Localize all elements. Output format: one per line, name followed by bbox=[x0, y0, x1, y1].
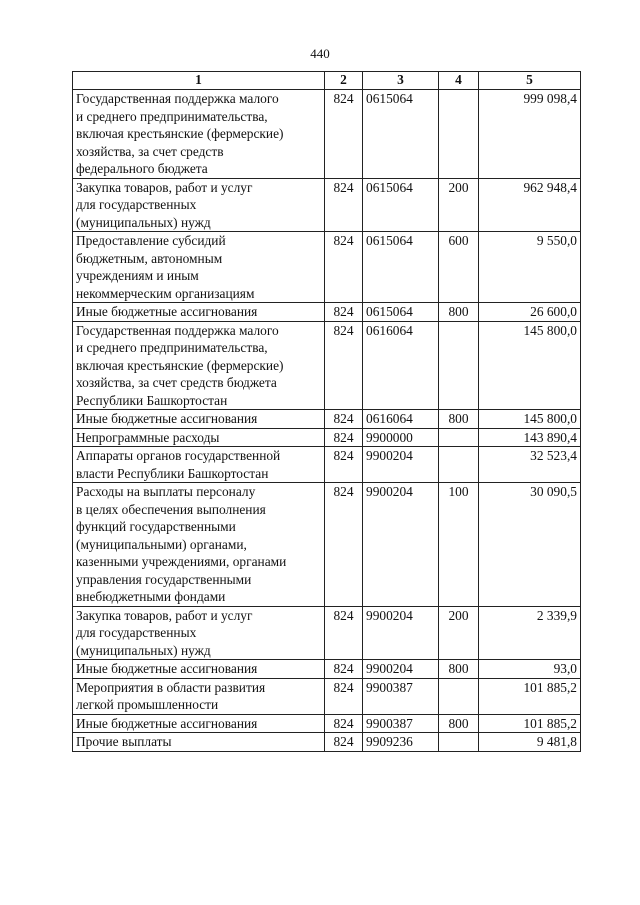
row-ministry-cell: 824 bbox=[325, 606, 363, 660]
row-code-cell: 9909236 bbox=[363, 733, 439, 752]
header-col-5: 5 bbox=[479, 72, 581, 90]
row-code-cell: 0616064 bbox=[363, 410, 439, 429]
row-amount-cell: 101 885,2 bbox=[479, 678, 581, 714]
table-row bbox=[73, 410, 581, 429]
row-type-cell bbox=[439, 90, 479, 179]
header-col-1: 1 bbox=[73, 72, 325, 90]
table-body bbox=[73, 90, 581, 752]
table-row bbox=[73, 733, 581, 752]
row-type-cell bbox=[439, 678, 479, 714]
row-amount-cell: 30 090,5 bbox=[479, 483, 581, 607]
table-row bbox=[73, 606, 581, 660]
table-row bbox=[73, 232, 581, 303]
row-type-cell: 800 bbox=[439, 714, 479, 733]
row-type-cell: 100 bbox=[439, 483, 479, 607]
row-name-cell: Иные бюджетные ассигнования bbox=[73, 303, 325, 322]
row-name-cell: Иные бюджетные ассигнования bbox=[73, 714, 325, 733]
page-number: 440 bbox=[310, 46, 330, 61]
row-name-cell: Прочие выплаты bbox=[73, 733, 325, 752]
table-row bbox=[73, 90, 581, 179]
row-code-cell: 9900204 bbox=[363, 660, 439, 679]
row-name-cell: Иные бюджетные ассигнования bbox=[73, 410, 325, 429]
row-ministry-cell: 824 bbox=[325, 678, 363, 714]
row-name-cell: Закупка товаров, работ и услуг для государственных (муниципальных) нужд bbox=[73, 606, 325, 660]
table-header-row bbox=[73, 72, 581, 90]
row-ministry-cell: 824 bbox=[325, 410, 363, 429]
header-col-4: 4 bbox=[439, 72, 479, 90]
row-code-cell: 9900204 bbox=[363, 483, 439, 607]
row-code-cell: 0615064 bbox=[363, 90, 439, 179]
row-type-cell: 600 bbox=[439, 232, 479, 303]
row-ministry-cell: 824 bbox=[325, 232, 363, 303]
row-ministry-cell: 824 bbox=[325, 660, 363, 679]
row-name-cell: Предоставление субсидий бюджетным, автономным учреждениям и иным некоммерческим организациям bbox=[73, 232, 325, 303]
table-row bbox=[73, 483, 581, 607]
budget-table bbox=[72, 71, 581, 752]
row-type-cell bbox=[439, 321, 479, 410]
table-row bbox=[73, 660, 581, 679]
row-amount-cell: 9 550,0 bbox=[479, 232, 581, 303]
row-ministry-cell: 824 bbox=[325, 303, 363, 322]
row-name-cell: Иные бюджетные ассигнования bbox=[73, 660, 325, 679]
row-amount-cell: 962 948,4 bbox=[479, 178, 581, 232]
row-type-cell bbox=[439, 428, 479, 447]
row-ministry-cell: 824 bbox=[325, 447, 363, 483]
row-type-cell: 200 bbox=[439, 178, 479, 232]
row-ministry-cell: 824 bbox=[325, 483, 363, 607]
row-ministry-cell: 824 bbox=[325, 321, 363, 410]
row-amount-cell: 145 800,0 bbox=[479, 410, 581, 429]
row-amount-cell: 32 523,4 bbox=[479, 447, 581, 483]
row-code-cell: 9900204 bbox=[363, 606, 439, 660]
table-row bbox=[73, 447, 581, 483]
row-name-cell: Аппараты органов государственной власти Республики Башкортостан bbox=[73, 447, 325, 483]
row-code-cell: 0616064 bbox=[363, 321, 439, 410]
row-code-cell: 9900387 bbox=[363, 678, 439, 714]
row-ministry-cell: 824 bbox=[325, 178, 363, 232]
table-row bbox=[73, 321, 581, 410]
row-name-cell: Закупка товаров, работ и услуг для государственных (муниципальных) нужд bbox=[73, 178, 325, 232]
row-type-cell bbox=[439, 733, 479, 752]
row-amount-cell: 999 098,4 bbox=[479, 90, 581, 179]
row-amount-cell: 2 339,9 bbox=[479, 606, 581, 660]
row-code-cell: 9900000 bbox=[363, 428, 439, 447]
row-ministry-cell: 824 bbox=[325, 714, 363, 733]
row-name-cell: Непрограммные расходы bbox=[73, 428, 325, 447]
row-amount-cell: 143 890,4 bbox=[479, 428, 581, 447]
row-code-cell: 9900204 bbox=[363, 447, 439, 483]
row-type-cell: 200 bbox=[439, 606, 479, 660]
row-amount-cell: 93,0 bbox=[479, 660, 581, 679]
table-row bbox=[73, 714, 581, 733]
row-name-cell: Государственная поддержка малого и среднего предпринимательства, включая крестьянские (фермерские) хозяйства, за счет средств федерального бюджета bbox=[73, 90, 325, 179]
row-code-cell: 0615064 bbox=[363, 303, 439, 322]
row-ministry-cell: 824 bbox=[325, 428, 363, 447]
row-amount-cell: 9 481,8 bbox=[479, 733, 581, 752]
row-name-cell: Государственная поддержка малого и среднего предпринимательства, включая крестьянские (фермерские) хозяйства, за счет средств бюджета Республики Башкортостан bbox=[73, 321, 325, 410]
header-col-3: 3 bbox=[363, 72, 439, 90]
table-row bbox=[73, 428, 581, 447]
row-name-cell: Расходы на выплаты персоналу в целях обеспечения выполнения функций государственными (муниципальными) органами, казенными учреждениями, органами управления государственными внебюджетными фондами bbox=[73, 483, 325, 607]
header-col-2: 2 bbox=[325, 72, 363, 90]
row-amount-cell: 26 600,0 bbox=[479, 303, 581, 322]
row-code-cell: 0615064 bbox=[363, 232, 439, 303]
row-code-cell: 9900387 bbox=[363, 714, 439, 733]
row-ministry-cell: 824 bbox=[325, 90, 363, 179]
row-code-cell: 0615064 bbox=[363, 178, 439, 232]
row-type-cell: 800 bbox=[439, 660, 479, 679]
row-name-cell: Мероприятия в области развития легкой промышленности bbox=[73, 678, 325, 714]
row-ministry-cell: 824 bbox=[325, 733, 363, 752]
row-type-cell: 800 bbox=[439, 303, 479, 322]
table-row bbox=[73, 678, 581, 714]
row-amount-cell: 145 800,0 bbox=[479, 321, 581, 410]
table-row bbox=[73, 178, 581, 232]
row-amount-cell: 101 885,2 bbox=[479, 714, 581, 733]
row-type-cell bbox=[439, 447, 479, 483]
table-row bbox=[73, 303, 581, 322]
row-type-cell: 800 bbox=[439, 410, 479, 429]
